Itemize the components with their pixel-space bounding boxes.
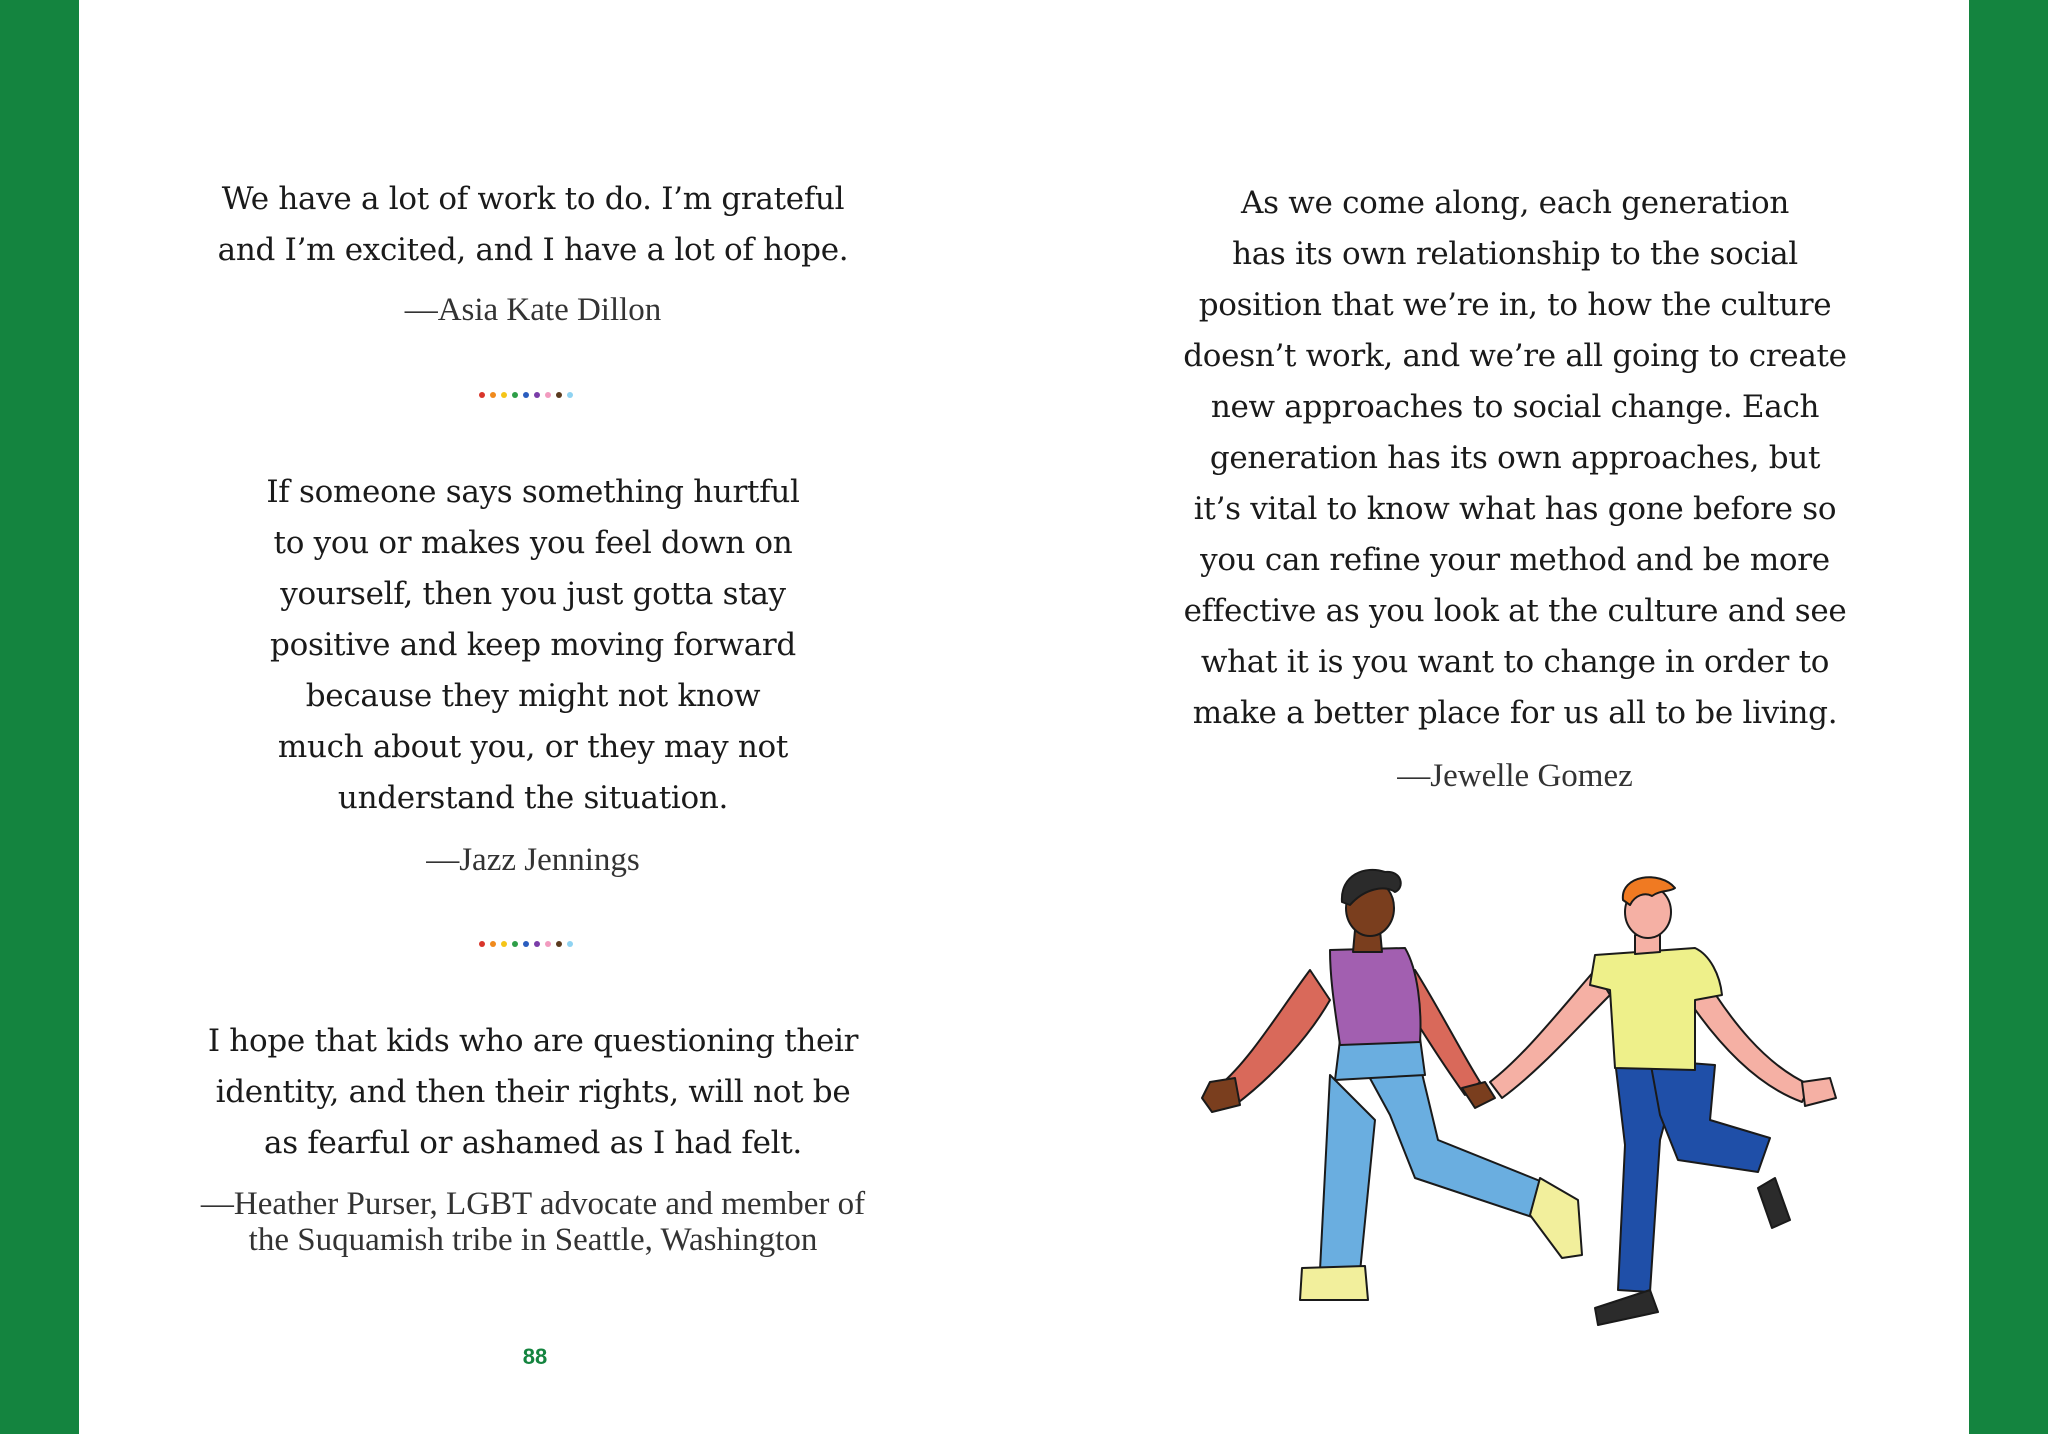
divider-dot bbox=[556, 392, 562, 398]
person1-right-hand bbox=[1462, 1082, 1495, 1108]
divider-dot bbox=[490, 392, 496, 398]
attribution-jazz-jennings: —Jazz Jennings bbox=[426, 842, 640, 878]
quote-line: has its own relationship to the social bbox=[1232, 236, 1798, 272]
right-green-border bbox=[1969, 0, 2048, 1434]
divider-dot bbox=[501, 392, 507, 398]
divider-dot bbox=[479, 392, 485, 398]
divider-dot bbox=[534, 392, 540, 398]
quote-line: as fearful or ashamed as I had felt. bbox=[264, 1125, 802, 1161]
divider-dot bbox=[512, 392, 518, 398]
person1-left-hand bbox=[1202, 1078, 1240, 1112]
quote-line: generation has its own approaches, but bbox=[1209, 440, 1821, 476]
divider-dots bbox=[479, 392, 573, 398]
quote-line: make a better place for us all to be living. bbox=[1192, 695, 1838, 731]
person2-left-arm bbox=[1490, 970, 1610, 1098]
divider-dot bbox=[567, 392, 573, 398]
quote-line: what it is you want to change in order to bbox=[1200, 644, 1830, 680]
person1-back-leg bbox=[1320, 1075, 1375, 1272]
divider-dot bbox=[545, 392, 551, 398]
quote-line: doesn’t work, and we’re all going to create bbox=[1183, 338, 1847, 374]
divider-dot bbox=[523, 392, 529, 398]
quote-jazz-jennings bbox=[130, 467, 936, 824]
attribution-heather-purser bbox=[130, 1186, 936, 1258]
person2-front-shoe bbox=[1758, 1178, 1790, 1228]
quote-asia-kate-dillon bbox=[130, 174, 936, 276]
divider-dot bbox=[556, 941, 562, 947]
quote-line: I hope that kids who are questioning their bbox=[207, 1023, 859, 1059]
quote-line: you can refine your method and be more bbox=[1200, 542, 1830, 578]
quote-line: understand the situation. bbox=[337, 780, 729, 816]
divider-dot bbox=[490, 941, 496, 947]
quote-line: position that we’re in, to how the culture bbox=[1198, 287, 1832, 323]
attribution-asia-kate-dillon: —Asia Kate Dillon bbox=[404, 292, 662, 328]
left-green-border bbox=[0, 0, 79, 1434]
divider-dot bbox=[534, 941, 540, 947]
quote-line: As we come along, each generation bbox=[1241, 185, 1789, 221]
quote-jewelle-gomez bbox=[1110, 178, 1920, 739]
attribution-line: the Suquamish tribe in Seattle, Washington bbox=[248, 1222, 818, 1258]
divider-dot bbox=[567, 941, 573, 947]
attribution-jewelle-gomez: —Jewelle Gomez bbox=[1397, 758, 1633, 794]
quote-line: We have a lot of work to do. I’m grateful bbox=[221, 181, 845, 217]
quote-line: it’s vital to know what has gone before so bbox=[1193, 491, 1837, 527]
divider-dot bbox=[523, 941, 529, 947]
quote-line: identity, and then their rights, will not be bbox=[215, 1074, 851, 1110]
quote-line: much about you, or they may not bbox=[277, 729, 789, 765]
divider-dots bbox=[479, 941, 573, 947]
quote-line: and I’m excited, and I have a lot of hope. bbox=[217, 232, 849, 268]
divider-dot bbox=[545, 941, 551, 947]
person1-back-shoe bbox=[1300, 1266, 1368, 1300]
quote-line: positive and keep moving forward bbox=[270, 627, 796, 663]
quote-line: yourself, then you just gotta stay bbox=[280, 576, 786, 612]
person1-front-shoe bbox=[1530, 1178, 1582, 1258]
page-number: 88 bbox=[522, 1344, 548, 1369]
quote-line: If someone says something hurtful bbox=[266, 474, 800, 510]
quote-line: because they might not know bbox=[305, 678, 761, 714]
quote-line: effective as you look at the culture and see bbox=[1183, 593, 1847, 629]
quote-line: to you or makes you feel down on bbox=[273, 525, 793, 561]
person2-front-leg bbox=[1650, 1060, 1770, 1172]
person2-back-shoe bbox=[1595, 1290, 1658, 1325]
two-people-holding-hands-illustration bbox=[1190, 860, 1870, 1380]
person2-right-hand bbox=[1802, 1078, 1836, 1106]
attribution-line: —Heather Purser, LGBT advocate and member of bbox=[200, 1186, 866, 1222]
person1-torso bbox=[1330, 948, 1420, 1045]
quote-heather-purser bbox=[130, 1016, 936, 1169]
quote-line: new approaches to social change. Each bbox=[1210, 389, 1820, 425]
divider-dot bbox=[501, 941, 507, 947]
divider-dot bbox=[479, 941, 485, 947]
divider-dot bbox=[512, 941, 518, 947]
